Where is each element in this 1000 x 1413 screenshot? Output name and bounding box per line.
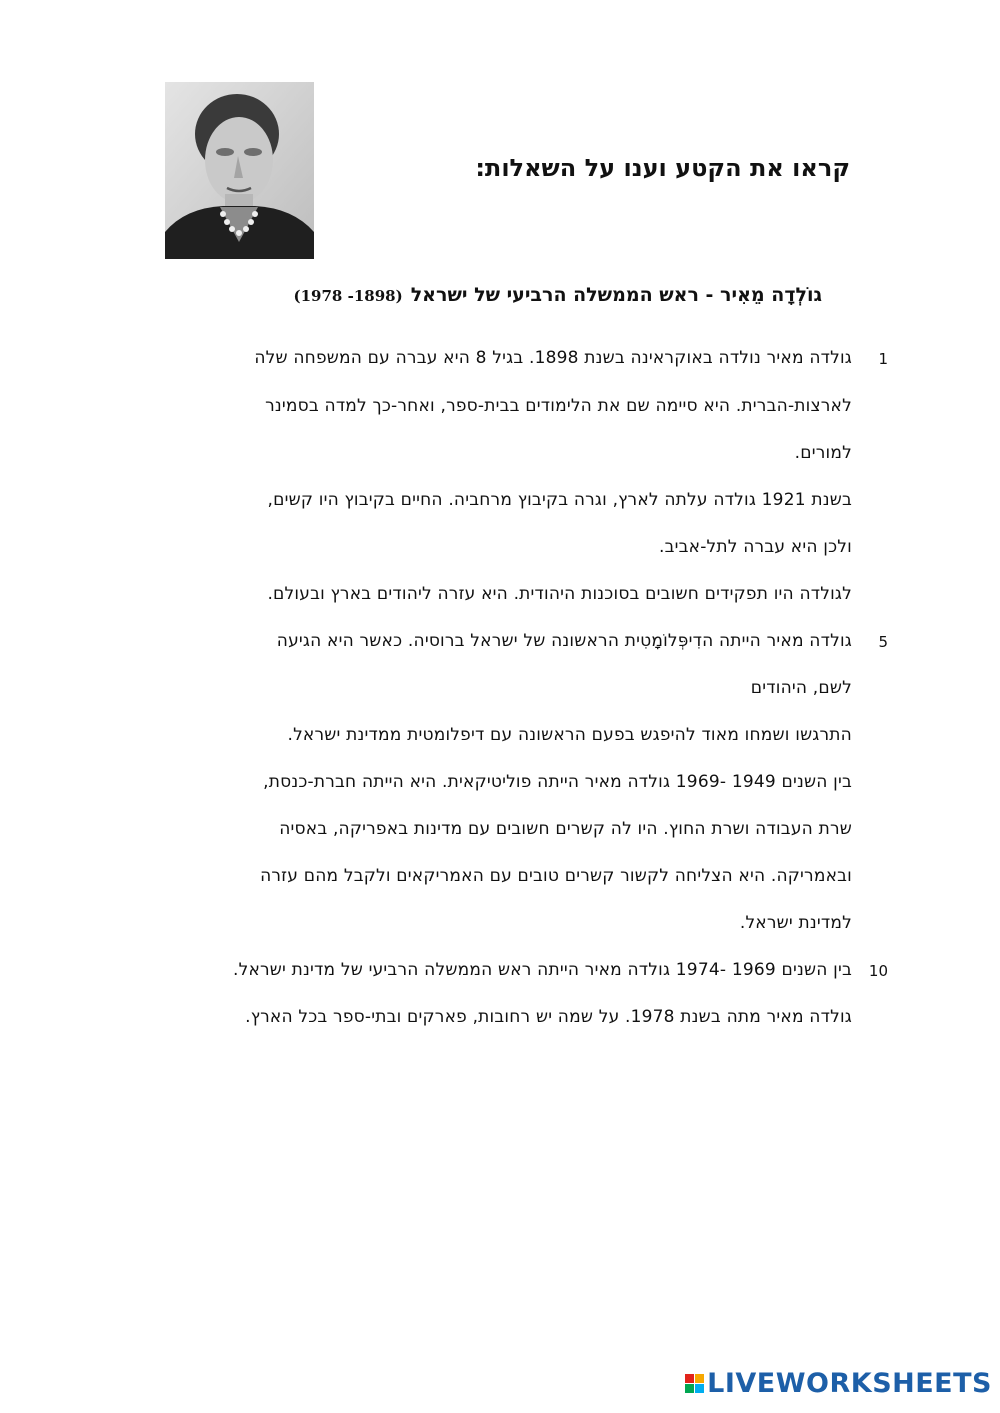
line-number: 1	[878, 350, 888, 368]
passage-line-10: בין השנים 1949 -1969 גולדה מאיר הייתה פוליטיקאית. היא הייתה חברת-כנסת,	[263, 772, 852, 792]
passage-line-13: למדינת ישראל.	[739, 913, 852, 933]
line-number: 10	[868, 962, 888, 980]
passage-line-5: ולכן היא עברה לתל-אביב.	[658, 537, 852, 557]
passage-line-1: גולדה מאיר נולדה באוקראינה בשנת 1898. בגיל 8 היא עברה עם המשפחה שלה	[254, 348, 852, 368]
passage-line-15: גולדה מאיר מתה בשנת 1978. על שמה יש רחובות, פארקים ובתי-ספר בכל הארץ.	[245, 1007, 852, 1027]
passage-line-2: לארצות-הברית. היא סיימה שם את הלימודים בבית-ספר, ואחר-כך למדה בסמינר	[265, 396, 852, 416]
passage-line-3: למורים.	[794, 443, 852, 463]
instruction-heading: קראו את הקטע וענו על השאלות:	[475, 154, 850, 182]
logo-squares-icon	[685, 1374, 704, 1393]
passage-line-11: שרת העבודה ושרת החוץ. היו לה קשרים חשובים עם מדינות באפריקה, באסיה	[279, 819, 852, 839]
passage-line-8: לשם, היהודים	[750, 678, 852, 698]
portrait-photo	[165, 82, 314, 259]
passage-line-6: לגולדה היו תפקידים חשובים בסוכנות היהודית. היא עזרה ליהודים בארץ ובעולם.	[267, 584, 852, 604]
passage-line-4: בשנת 1921 גולדה עלתה לארץ, וגרה בקיבוץ מרחביה. החיים בקיבוץ היו קשים,	[267, 490, 852, 510]
line-number: 5	[878, 633, 888, 651]
title-years: (1898- 1978)	[293, 287, 403, 305]
liveworksheets-logo	[685, 1368, 992, 1399]
title-name: גוֹלְדָה מֵאִיר - ראש הממשלה הרביעי של ישראל	[410, 284, 822, 306]
passage-line-12: ובאמריקה. היא הצליחה לקשור קשרים טובים עם האמריקאים ולקבל מהם עזרה	[260, 866, 852, 886]
passage-title	[294, 284, 822, 306]
logo-text: LIVEWORKSHEETS	[707, 1368, 992, 1399]
passage-line-14: בין השנים 1969 -1974 גולדה מאיר הייתה ראש הממשלה הרביעי של מדינת ישראל.	[232, 960, 852, 980]
passage-line-9: התרגשו ושמחו מאוד להיפגש בפעם הראשונה עם דיפלומטית ממדינת ישראל.	[287, 725, 852, 745]
passage-line-7: גולדה מאיר הייתה הדִיפְּלוֹמָטִית הראשונה של ישראל ברוסיה. כאשר היא הגיעה	[276, 631, 852, 651]
